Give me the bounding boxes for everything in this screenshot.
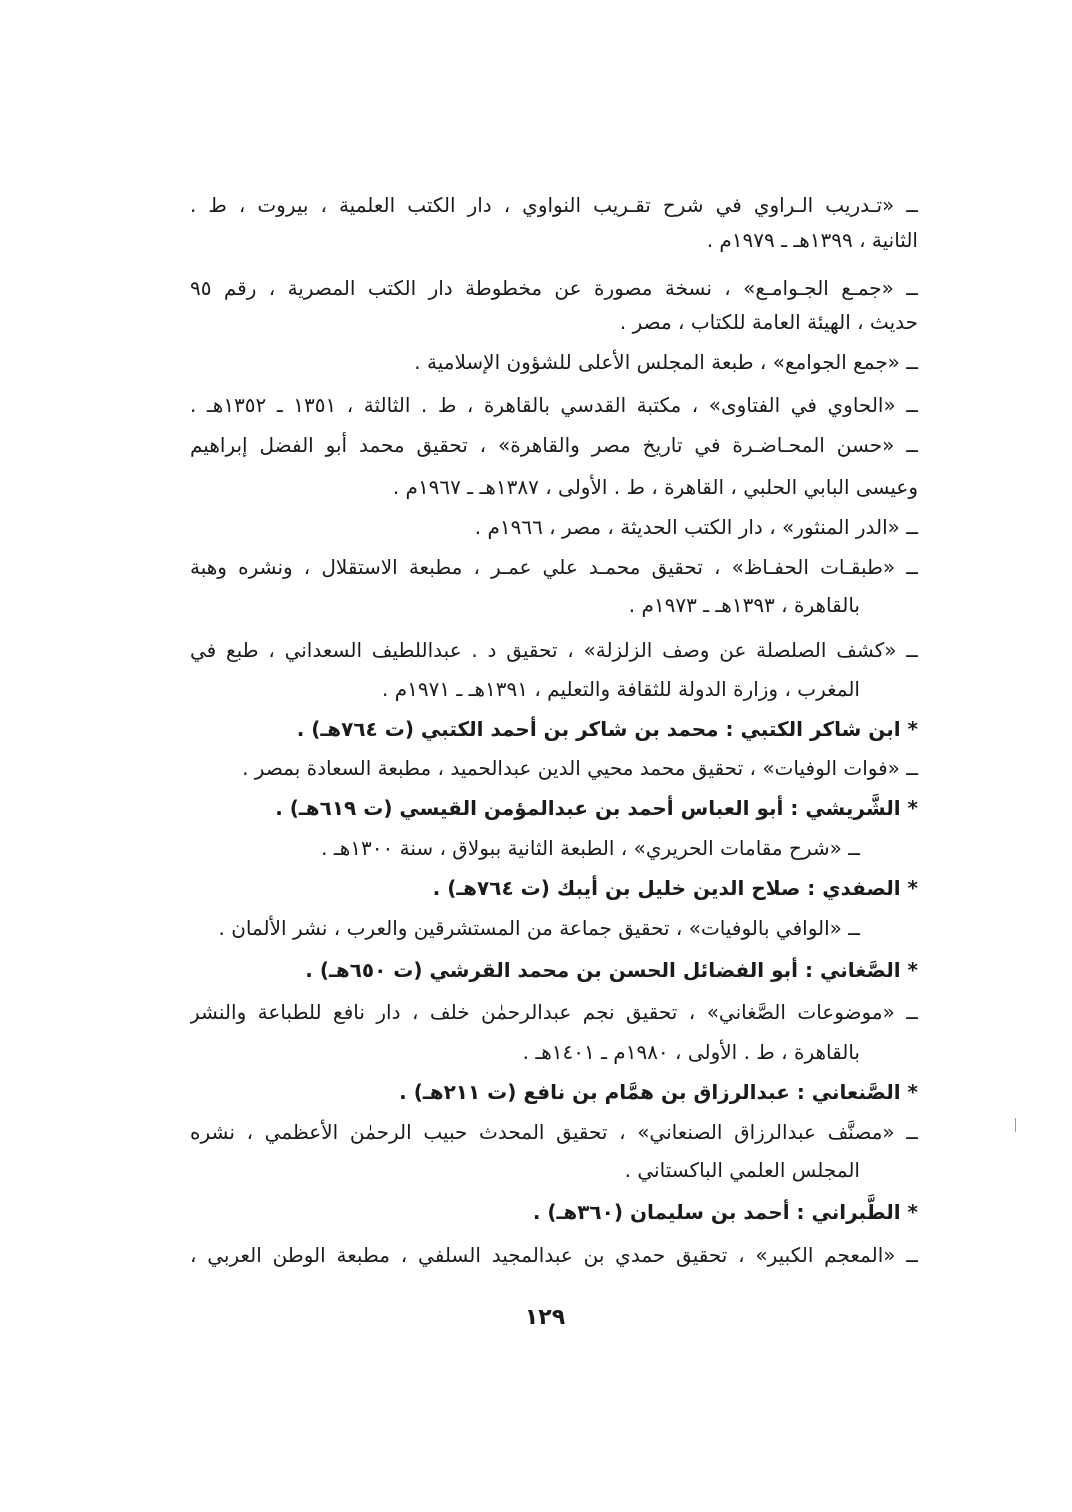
author-heading: * ابن شاكر الكتبي : محمد بن شاكر بن أحمد الكتبي (ت ٧٦٤هـ) . [296, 717, 918, 741]
work-entry: ــ «مصنَّف عبدالرزاق الصنعاني» ، تحقيق المحدث حبيب الرحمٰن الأعظمي ، نشره [190, 1120, 918, 1144]
scan-mark [1015, 1118, 1016, 1132]
work-entry: ــ «طبقـات الحفـاظ» ، تحقيق محمـد علي عمـر ، مطبعة الاستقلال ، ونشره وهبة [190, 555, 918, 579]
author-heading: * الصَّغاني : أبو الفضائل الحسن بن محمد القرشي (ت ٦٥٠هـ) . [305, 958, 918, 982]
entry-continuation: حديث ، الهيئة العامة للكتاب ، مصر . [619, 310, 918, 334]
work-entry: ــ «جمـع الجـوامـع» ، نسخة مصورة عن مخطوطة دار الكتب المصرية ، رقم ٩٥ [190, 276, 918, 300]
work-entry: ــ «جمع الجوامع» ، طبعة المجلس الأعلى للشؤون الإسلامية . [414, 350, 918, 374]
author-heading: * الشَّريشي : أبو العباس أحمد بن عبدالمؤمن القيسي (ت ٦١٩هـ) . [275, 796, 918, 820]
work-entry: ــ «كشف الصلصلة عن وصف الزلزلة» ، تحقيق د . عبداللطيف السعداني ، طبع في [190, 638, 918, 662]
work-entry: ــ «الوافي بالوفيات» ، تحقيق جماعة من المستشرقين والعرب ، نشر الألمان . [218, 916, 860, 940]
author-heading: * الصفدي : صلاح الدين خليل بن أيبك (ت ٧٦٤هـ) . [432, 876, 918, 900]
entry-continuation: بالقاهرة ، ط . الأولى ، ١٩٨٠م ـ ١٤٠١هـ . [522, 1040, 860, 1064]
work-entry: ــ «موضوعات الصَّغاني» ، تحقيق نجم عبدالرحمٰن خلف ، دار نافع للطباعة والنشر [190, 1000, 918, 1024]
work-entry: ــ «فوات الوفيات» ، تحقيق محمد محيي الدين عبدالحميد ، مطبعة السعادة بمصر . [242, 756, 918, 780]
work-entry: ــ «حسن المحـاضـرة في تاريخ مصر والقاهرة» ، تحقيق محمد أبو الفضل إبراهيم [190, 433, 918, 457]
work-entry: ــ «الحاوي في الفتاوى» ، مكتبة القدسي بالقاهرة ، ط . الثالثة ، ١٣٥١ ـ ١٣٥٢هـ . [190, 393, 918, 417]
entry-continuation: الثانية ، ١٣٩٩هـ ـ ١٩٧٩م . [706, 228, 918, 252]
entry-continuation: وعيسى البابي الحلبي ، القاهرة ، ط . الأولى ، ١٣٨٧هـ ـ ١٩٦٧م . [392, 475, 918, 499]
author-heading: * الطَّبراني : أحمد بن سليمان (٣٦٠هـ) . [532, 1200, 918, 1224]
author-heading: * الصَّنعاني : عبدالرزاق بن همَّام بن نافع (ت ٢١١هـ) . [399, 1080, 918, 1104]
work-entry: ــ «شرح مقامات الحريري» ، الطبعة الثانية ببولاق ، سنة ١٣٠٠هـ . [321, 836, 860, 860]
work-entry: ــ «الدر المنثور» ، دار الكتب الحديثة ، مصر ، ١٩٦٦م . [474, 515, 918, 539]
entry-continuation: بالقاهرة ، ١٣٩٣هـ ـ ١٩٧٣م . [628, 593, 860, 617]
page-number: ١٢٩ [524, 1305, 566, 1330]
entry-continuation: المجلس العلمي الباكستاني . [624, 1158, 860, 1182]
work-entry: ــ «المعجم الكبير» ، تحقيق حمدي بن عبدالمجيد السلفي ، مطبعة الوطن العربي ، [190, 1243, 918, 1267]
entry-continuation: المغرب ، وزارة الدولة للثقافة والتعليم ، ١٣٩١هـ ـ ١٩٧١م . [381, 677, 860, 701]
work-entry: ــ «تـدريب الـراوي في شرح تقـريب النواوي ، دار الكتب العلمية ، بيروت ، ط . [190, 193, 918, 217]
